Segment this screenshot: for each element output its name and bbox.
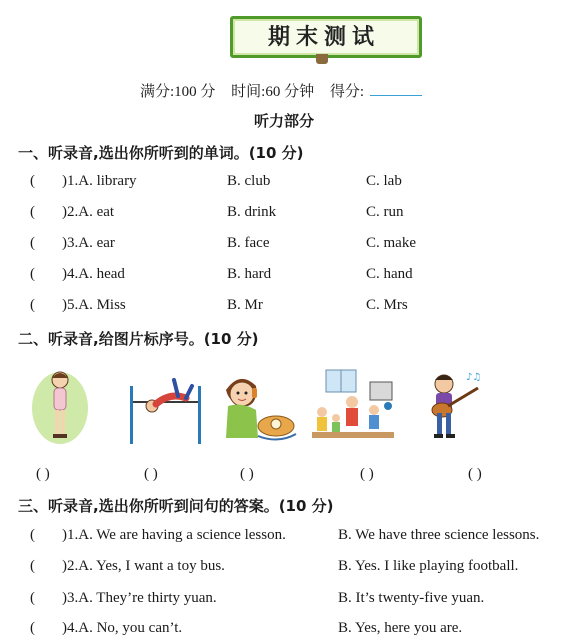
score-blank[interactable]	[370, 83, 422, 96]
option-b: B. Yes. I like playing football.	[338, 558, 519, 574]
score-label: 得分:	[329, 84, 364, 100]
option-a: )3.A. ear	[62, 235, 115, 251]
option-c: C. hand	[366, 266, 413, 282]
picture-answer-5[interactable]: ( )	[468, 466, 482, 482]
option-a: )2.A. eat	[62, 204, 115, 220]
picture-answer-4[interactable]: ( )	[360, 466, 374, 482]
option-c: C. Mrs	[366, 297, 408, 313]
answer-paren[interactable]: (	[30, 620, 35, 636]
banner-tab	[316, 54, 328, 64]
option-a: )2.A. Yes, I want a toy bus.	[62, 558, 225, 574]
section1-heading: 一、听录音,选出你所听到的单词。(10 分)	[18, 144, 304, 162]
answer-paren[interactable]: (	[30, 266, 35, 282]
girl-on-phone-image	[218, 366, 298, 446]
answer-paren[interactable]: (	[30, 590, 35, 606]
picture-answer-2[interactable]: ( )	[144, 466, 158, 482]
option-b: B. Mr	[227, 297, 263, 313]
answer-paren[interactable]: (	[30, 235, 35, 251]
picture-answer-3[interactable]: ( )	[240, 466, 254, 482]
option-c: C. make	[366, 235, 416, 251]
option-b: B. club	[227, 173, 271, 189]
option-b: B. face	[227, 235, 270, 251]
option-b: B. drink	[227, 204, 277, 220]
girl-standing-image	[30, 366, 90, 446]
option-a: )5.A. Miss	[62, 297, 126, 313]
score-field	[330, 84, 428, 100]
option-c: C. lab	[366, 173, 402, 189]
option-b: B. Yes, here you are.	[338, 620, 463, 636]
boy-guitar-image	[414, 366, 486, 446]
time-limit: 时间:60 分钟	[231, 84, 315, 100]
option-a: )1.A. library	[62, 173, 137, 189]
option-b: B. It’s twenty-five yuan.	[338, 590, 485, 606]
exam-meta	[0, 80, 568, 101]
option-c: C. run	[366, 204, 404, 220]
family-room-image	[308, 366, 398, 446]
section2-heading: 二、听录音,给图片标序号。(10 分)	[18, 330, 259, 348]
page-title: 期末测试	[267, 25, 380, 50]
option-b: B. hard	[227, 266, 272, 282]
option-a: )4.A. head	[62, 266, 125, 282]
high-jump-image	[128, 366, 204, 446]
answer-paren[interactable]: (	[30, 173, 35, 189]
full-marks: 满分:100 分	[139, 84, 216, 100]
answer-paren[interactable]: (	[30, 527, 35, 543]
title-banner	[226, 12, 422, 62]
option-a: )3.A. They’re thirty yuan.	[62, 590, 217, 606]
answer-paren[interactable]: (	[30, 204, 35, 220]
answer-paren[interactable]: (	[30, 297, 35, 313]
picture-answer-1[interactable]: ( )	[36, 466, 50, 482]
option-b: B. We have three science lessons.	[338, 527, 540, 543]
option-a: )4.A. No, you can’t.	[62, 620, 183, 636]
listening-heading: 听力部分	[253, 112, 314, 130]
option-a: )1.A. We are having a science lesson.	[62, 527, 286, 543]
answer-paren[interactable]: (	[30, 558, 35, 574]
svg-text:♪♫: ♪♫	[466, 372, 482, 383]
section3-heading: 三、听录音,选出你所听到问句的答案。(10 分)	[18, 497, 334, 515]
